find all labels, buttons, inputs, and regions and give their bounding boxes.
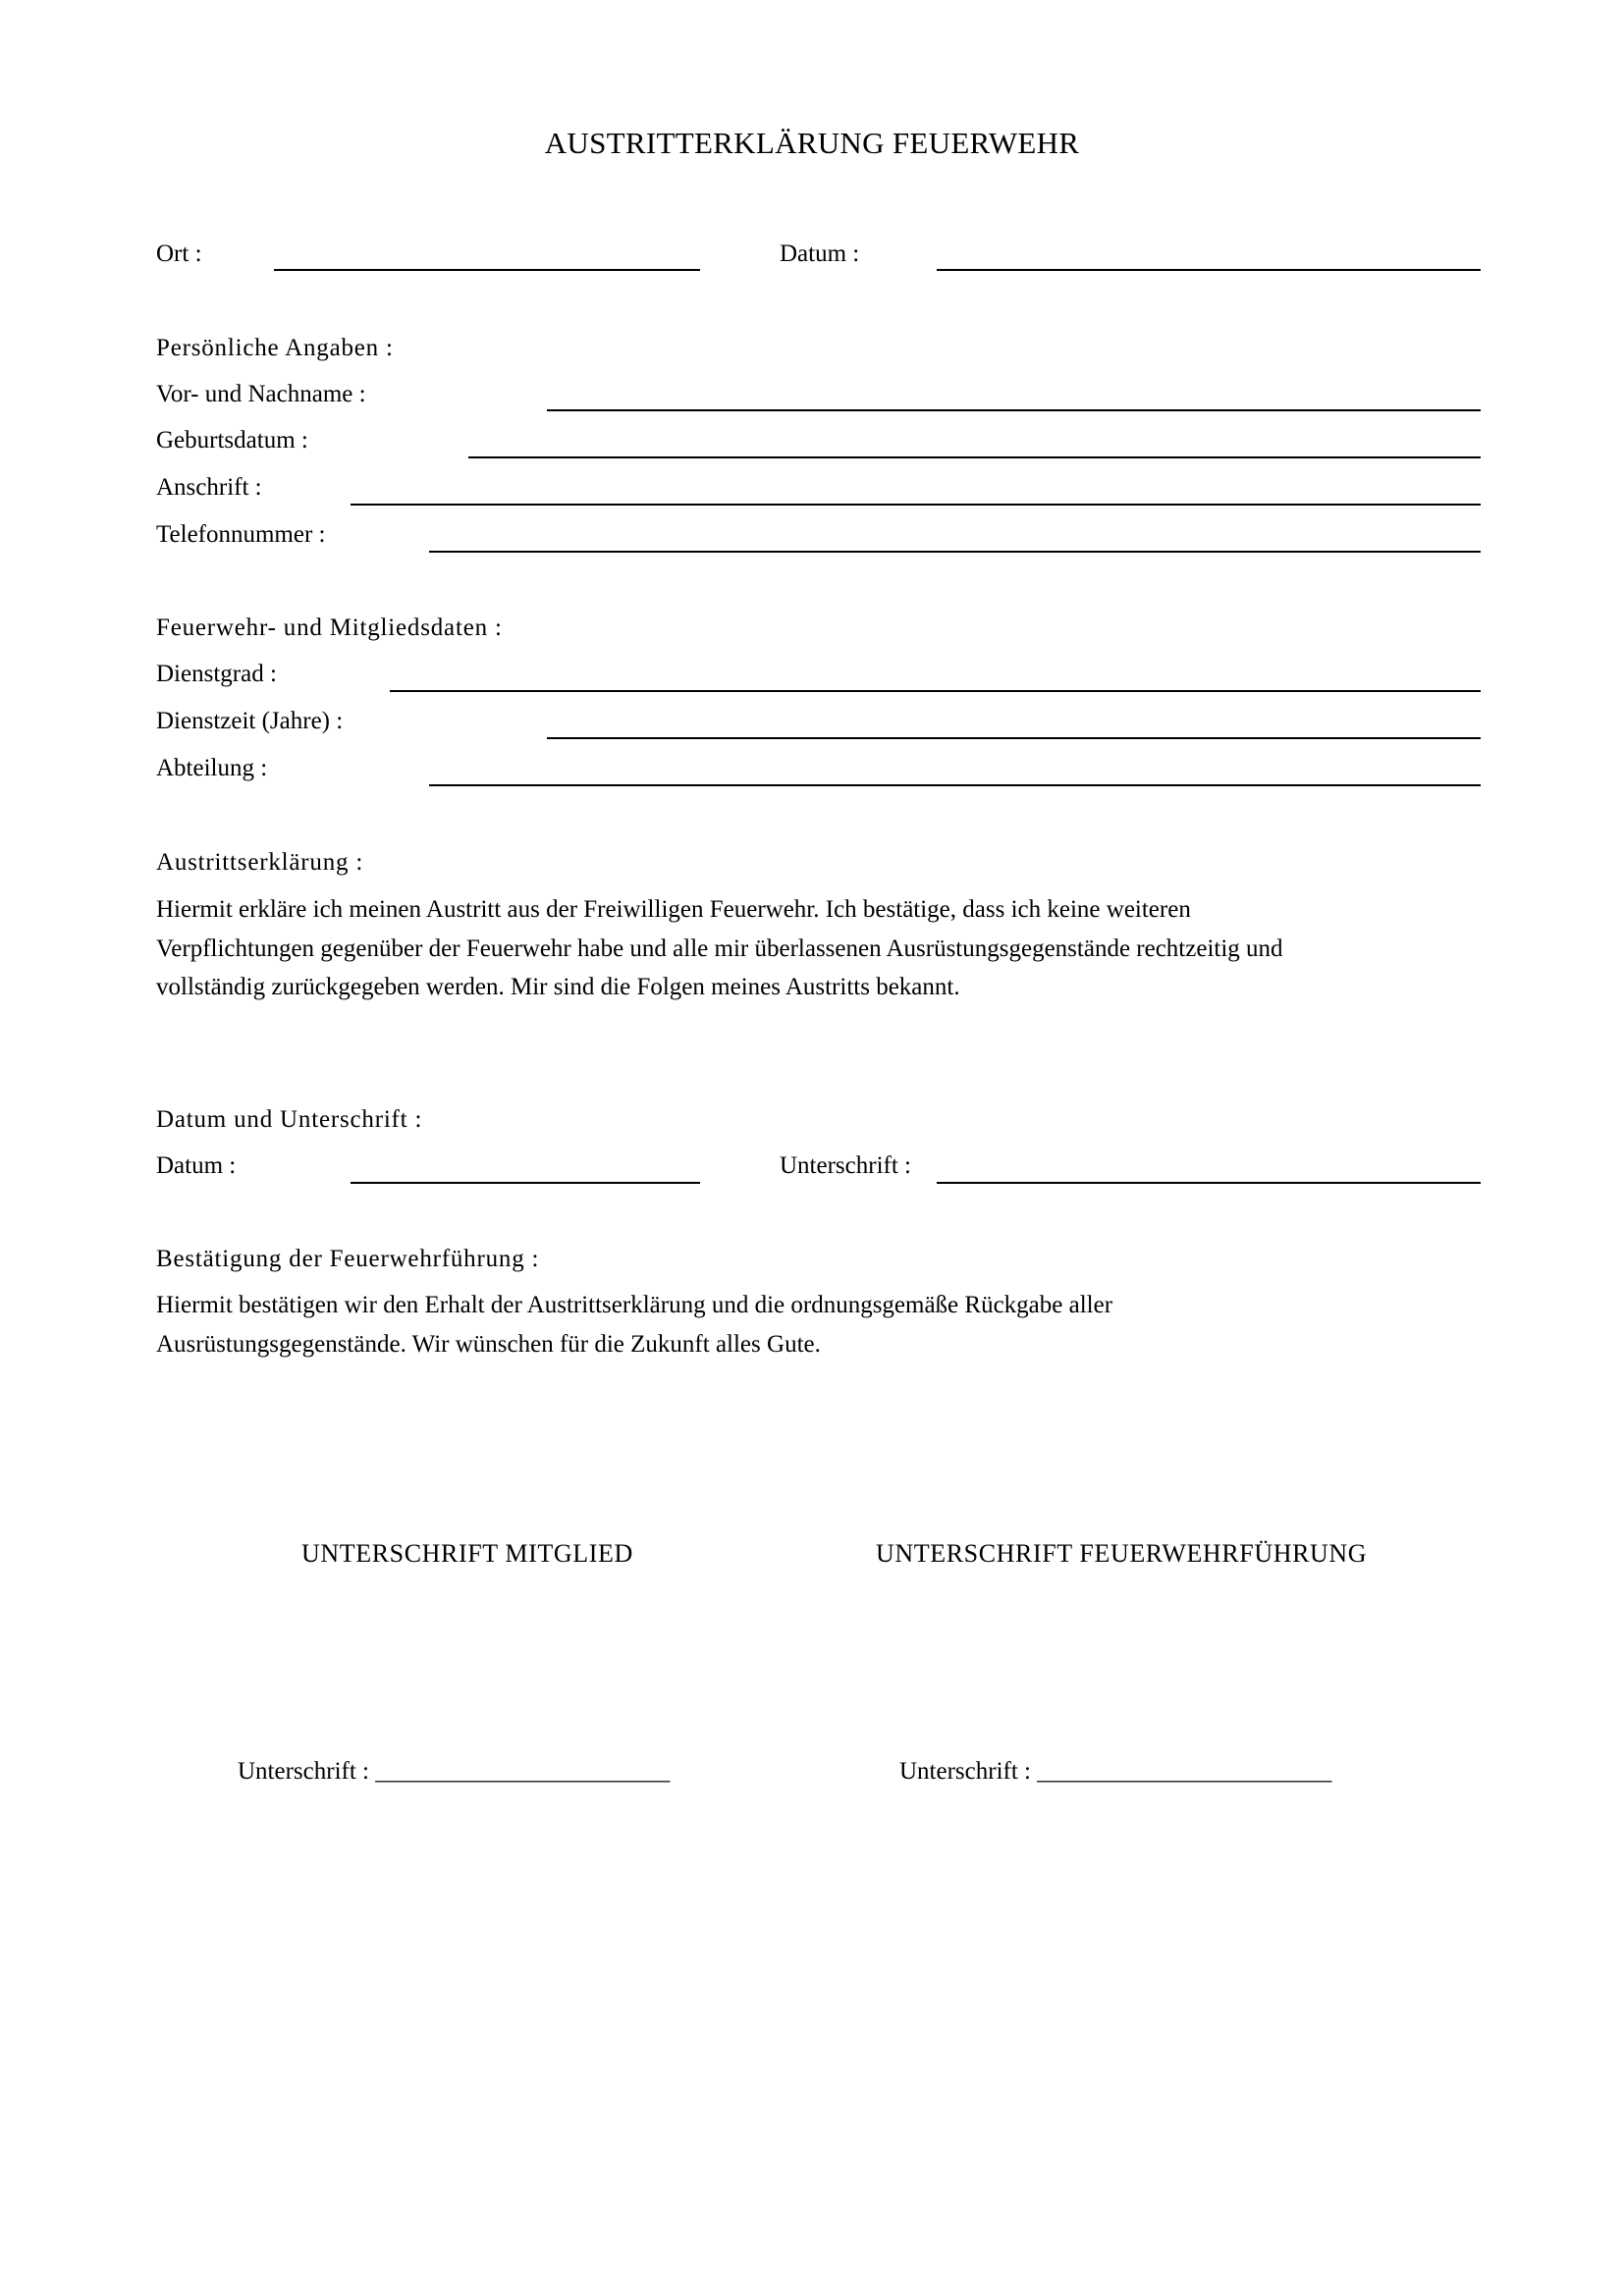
- date-signature-heading: Datum und Unterschrift :: [156, 1106, 423, 1133]
- leadership-signature-heading: UNTERSCHRIFT FEUERWEHRFÜHRUNG: [876, 1539, 1368, 1568]
- birthdate-label: Geburtsdatum :: [156, 427, 308, 454]
- page-title: AUSTRITTERKLÄRUNG FEUERWEHR: [544, 126, 1080, 160]
- department-field[interactable]: [429, 784, 1481, 786]
- rank-field[interactable]: [390, 690, 1481, 692]
- confirmation-heading: Bestätigung der Feuerwehrführung :: [156, 1246, 540, 1272]
- declaration-heading: Austrittserklärung :: [156, 849, 364, 876]
- membership-heading: Feuerwehr- und Mitgliedsdaten :: [156, 614, 503, 641]
- birthdate-field[interactable]: [468, 456, 1481, 458]
- service-years-label: Dienstzeit (Jahre) :: [156, 708, 344, 734]
- rank-label: Dienstgrad :: [156, 661, 277, 687]
- declaration-line: Verpflichtungen gegenüber der Feuerwehr habe und alle mir überlassenen Ausrüstungsgegenstände rechtzeitig und: [156, 934, 1283, 962]
- declaration-text: [156, 890, 1491, 1007]
- name-label: Vor- und Nachname :: [156, 381, 366, 407]
- confirmation-line: Hiermit bestätigen wir den Erhalt der Austrittserklärung und die ordnungsgemäße Rückgabe aller: [156, 1292, 1113, 1318]
- confirmation-text: [156, 1286, 1491, 1363]
- confirmation-line: Ausrüstungsgegenstände. Wir wünschen für die Zukunft alles Gute.: [156, 1330, 821, 1358]
- phone-field[interactable]: [429, 551, 1481, 553]
- signature-field[interactable]: [937, 1182, 1481, 1184]
- ort-field[interactable]: [274, 269, 700, 271]
- department-label: Abteilung :: [156, 755, 268, 781]
- signature-label: Unterschrift :: [780, 1152, 911, 1179]
- declaration-line: vollständig zurückgegeben werden. Mir sind die Folgen meines Austritts bekannt.: [156, 974, 960, 1000]
- member-signature-heading: UNTERSCHRIFT MITGLIED: [301, 1539, 633, 1568]
- member-signature-line[interactable]: Unterschrift : ________________________: [238, 1758, 671, 1785]
- phone-label: Telefonnummer :: [156, 521, 326, 548]
- address-label: Anschrift :: [156, 474, 262, 501]
- datum-field[interactable]: [937, 269, 1481, 271]
- declaration-line: Hiermit erkläre ich meinen Austritt aus der Freiwilligen Feuerwehr. Ich bestätige, dass ich keine weiteren: [156, 896, 1191, 923]
- name-field[interactable]: [547, 409, 1481, 411]
- service-years-field[interactable]: [547, 737, 1481, 739]
- signature-date-label: Datum :: [156, 1152, 237, 1179]
- ort-label: Ort :: [156, 240, 202, 267]
- signature-date-field[interactable]: [351, 1182, 700, 1184]
- datum-label: Datum :: [780, 240, 860, 267]
- personal-heading: Persönliche Angaben :: [156, 335, 394, 361]
- address-field[interactable]: [351, 504, 1481, 506]
- leadership-signature-line[interactable]: Unterschrift : ________________________: [899, 1758, 1332, 1785]
